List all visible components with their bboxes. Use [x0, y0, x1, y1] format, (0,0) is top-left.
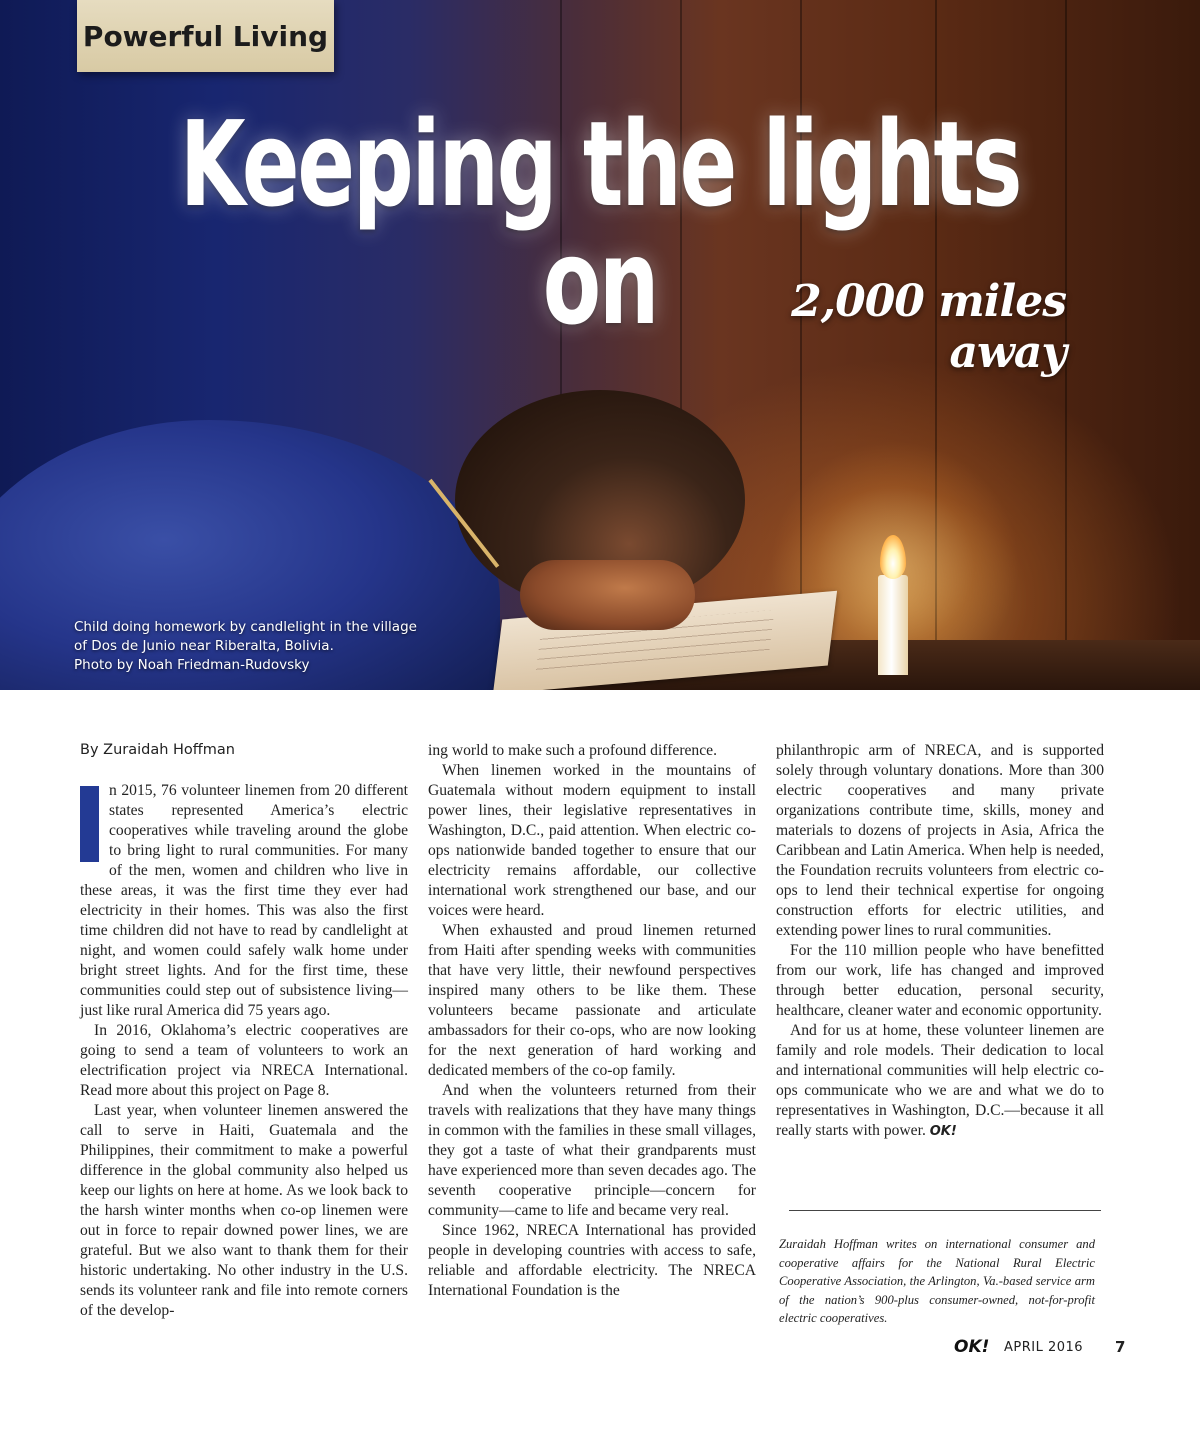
paragraph: And when the volunteers returned from their travels with realizations that they have many things in common with the families in these small villages, they got a taste of what their grandparents must have experienced more than seven decades ago. The seventh cooperative principle—concern for community—came to life and became very real. [428, 1082, 756, 1219]
page-number: 7 [1115, 1338, 1126, 1356]
byline: By Zuraidah Hoffman [80, 742, 235, 758]
caption-line: Photo by Noah Friedman-Rudovsky [74, 657, 310, 673]
paragraph: Last year, when volunteer linemen answered the call to serve in Haiti, Guatemala and the Philippines, their commitment to make a powerful difference in the global community also helped us keep our lights on here at home. As we look back to the harsh winter months when co-op linemen were out in force to repair downed power lines, we are grateful. But we also want to thank them for their historic undertaking. No other industry in the U.S. sends its volunteer rank and file into remote corners of the develop- [80, 1102, 408, 1319]
paragraph: Since 1962, NRECA International has provided people in developing countries with access to safe, reliable and affordable electricity. The NRECA International Foundation is the [428, 1222, 756, 1299]
article-column-1 [80, 781, 408, 1321]
paragraph: ing world to make such a profound difference. [428, 742, 717, 759]
drop-cap [80, 786, 99, 862]
caption-line: Child doing homework by candlelight in the village [74, 619, 417, 635]
paragraph [776, 1021, 1104, 1142]
headline: Keeping the lights on [179, 95, 1021, 351]
candle [878, 575, 908, 675]
paragraph: In 2016, Oklahoma’s electric cooperatives are going to send a team of volunteers to work an electrification project via NRECA International. Read more about this project on Page 8. [80, 1022, 408, 1099]
paragraph [80, 781, 408, 1021]
paragraph-text: n 2015, 76 volunteer linemen from 20 different states represented America’s electric cooperatives while traveling around the globe to bring light to rural communities. For many of the men, women and children who live in these areas, it was the first time they ever had electricity in their homes. This was also the first time children did not have to read by candlelight at night, and women could safely walk home under bright street lights. And for the first time, these communities could step out of subsistence living—just like rural America did 75 years ago. [80, 782, 408, 1019]
photo-caption [74, 618, 454, 675]
article-column-3 [776, 741, 1104, 1142]
author-bio: Zuraidah Hoffman writes on international consumer and cooperative affairs for the National Rural Electric Cooperative Association, the Arlington, Va.-based service arm of the nation’s 900-plus consumer-owned, not-for-profit electric cooperatives. [779, 1237, 1095, 1326]
issue-date: APRIL 2016 [1004, 1340, 1084, 1355]
paragraph: When linemen worked in the mountains of Guatemala without modern equipment to install power lines, their legislative representatives in Washington, D.C., paid attention. When electric co-ops nationwide banded together to ensure that our electricity remains affordable, our collective international work strengthened our base, and our voices were heard. [428, 762, 756, 919]
article-column-2 [428, 741, 756, 1301]
bio-divider [789, 1210, 1101, 1211]
end-mark-logo: OK! [929, 1124, 957, 1139]
section-tag: Powerful Living [77, 0, 334, 72]
hero-photo [0, 0, 1200, 690]
paragraph: philanthropic arm of NRECA, and is supported solely through voluntary donations. More than 300 electric cooperatives and many private organizations contribute time, skills, money and materials to dozens of projects in Asia, Africa the Caribbean and Latin America. When help is needed, the Foundation recruits volunteers from electric co-ops to lend their technical expertise for ongoing construction efforts for electric utilities, and extending power lines to rural communities. [776, 742, 1104, 939]
subhead: 2,000 miles away [791, 276, 1066, 378]
child-arm [520, 560, 695, 630]
paragraph: When exhausted and proud linemen returned from Haiti after spending weeks with communities that have very little, their newfound perspectives inspired many others to be like them. These volunteers became passionate and articulate ambassadors for their co-ops, who are now looking for the next generation of hard working and dedicated members of the co-op family. [428, 922, 756, 1079]
magazine-logo: OK! [954, 1337, 990, 1357]
paragraph-text: And for us at home, these volunteer linemen are family and role models. Their dedication to local and international communities will help electric co-ops communicate who we are and what we do to representatives in Washington, D.C.—because it all really starts with power. [776, 1022, 1104, 1139]
caption-line: of Dos de Junio near Riberalta, Bolivia. [74, 638, 334, 654]
paragraph: For the 110 million people who have benefitted from our work, life has changed and improved through better education, personal security, healthcare, cleaner water and economic opportunity. [776, 942, 1104, 1019]
